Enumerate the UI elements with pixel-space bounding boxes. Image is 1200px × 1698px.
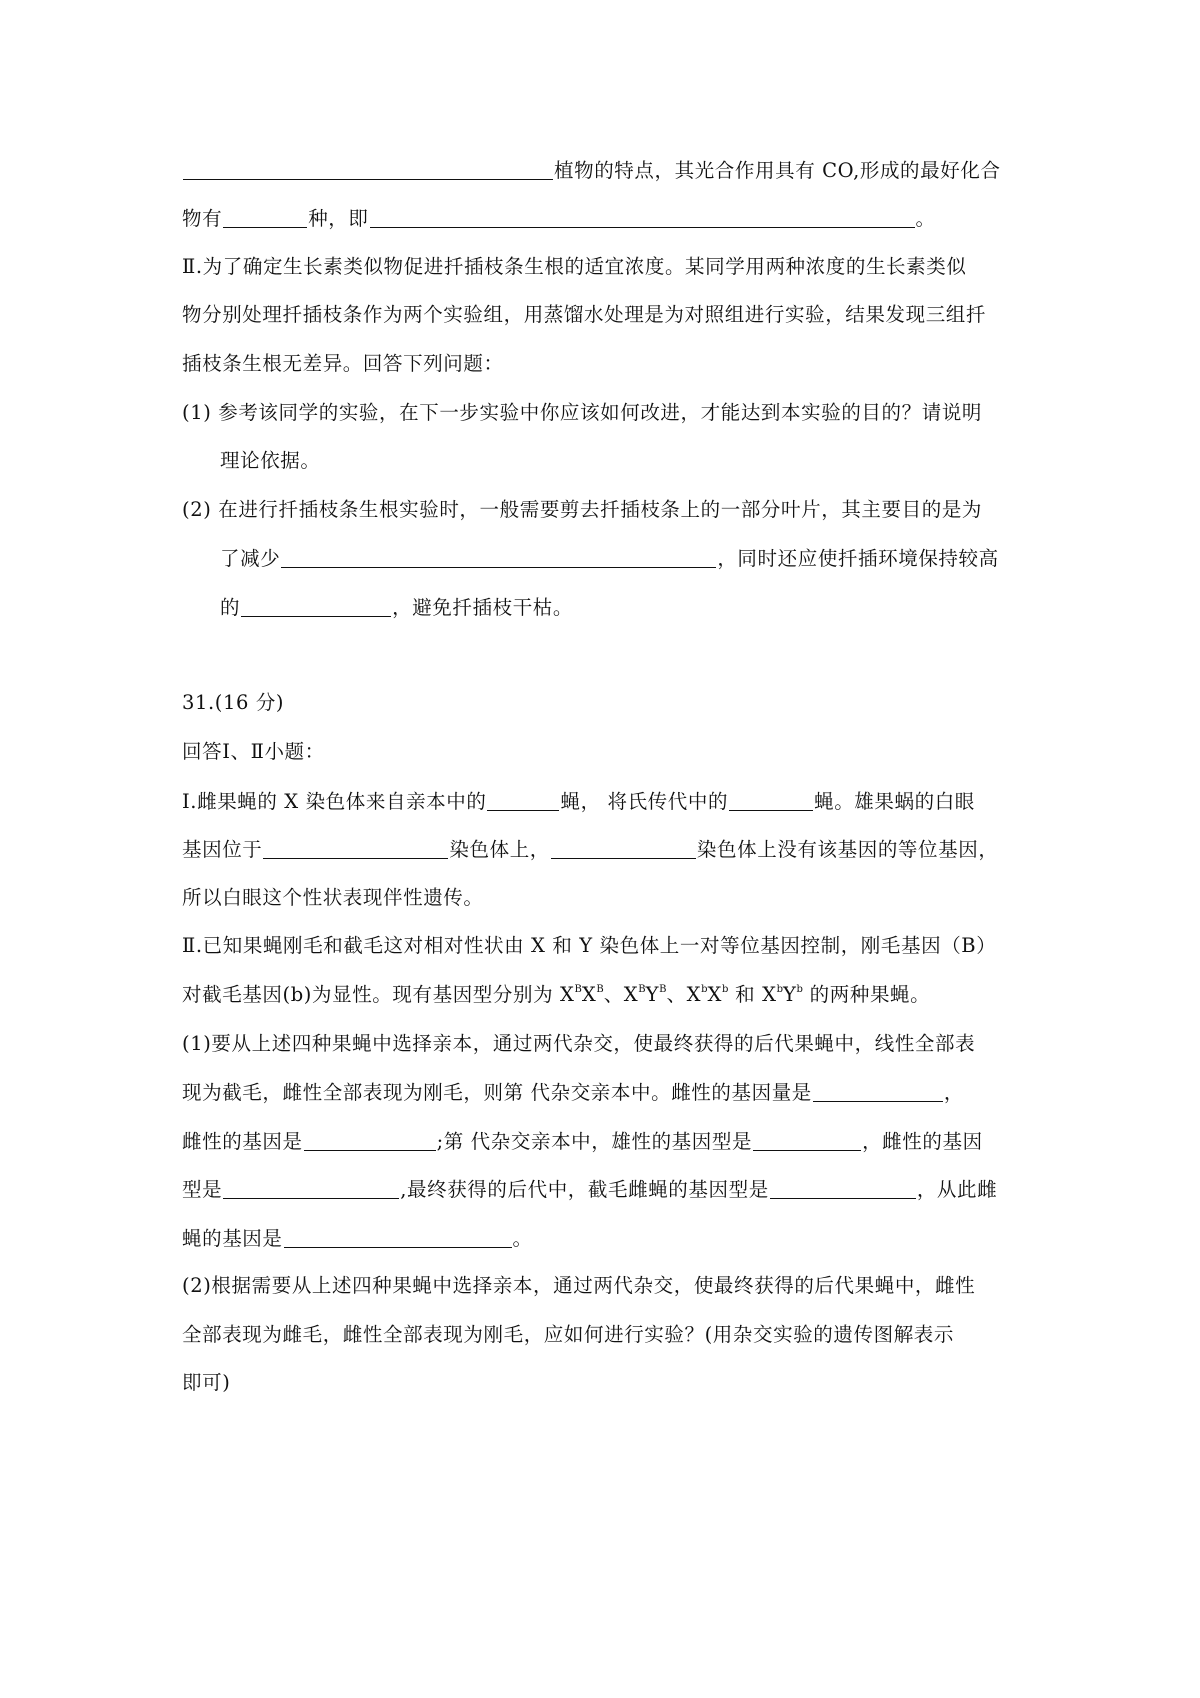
q31-sub2-line-3: 即可) (182, 1371, 231, 1394)
genotype-letter: X (581, 983, 597, 1006)
q31-text: 染色体上， (449, 838, 550, 861)
q30-part2-line-2: 物分别处理扦插枝条作为两个实验组，用蒸馏水处理是为对照组进行实验，结果发现三组扦 (182, 303, 987, 326)
q31-sub1-line-2 (182, 1079, 964, 1106)
answer-blank[interactable] (183, 157, 553, 180)
answer-blank[interactable] (551, 836, 696, 859)
q31-sub1-line-3 (182, 1128, 983, 1155)
answer-blank[interactable] (223, 1176, 399, 1199)
q30-sub2-line-1: (2) 在进行扦插枝条生根实验时，一般需要剪去扦插枝条上的一部分叶片，其主要目的是为 (182, 498, 983, 521)
q30-text: 物有 (182, 207, 223, 230)
q31-text: 型是 (182, 1178, 223, 1201)
q30-text: 了减少 (220, 547, 281, 570)
genotype-xbyb (624, 983, 667, 1006)
answer-blank[interactable] (304, 1128, 436, 1151)
allele-superscript: B (596, 984, 604, 995)
q31-sub2-line-1: (2)根据需要从上述四种果蝇中选择亲本，通过两代杂交，使最终获得的后代果蝇中，雌性 (182, 1274, 976, 1297)
q31-text: ，雌性的基因 (862, 1130, 983, 1153)
answer-blank[interactable] (370, 205, 915, 228)
genotype-letter: Y (782, 983, 797, 1006)
genotype-xbxb (560, 983, 604, 1006)
genotype-letter: X (560, 983, 575, 1006)
allele-superscript: b (796, 984, 803, 995)
genotype-xbxb-recessive (687, 983, 729, 1006)
q31-genotype-line (182, 982, 930, 1008)
genotype-letter: X (623, 983, 639, 1006)
genotype-letter: X (707, 983, 722, 1006)
q31-text: ,最终获得的后代中，截毛雌蝇的基因型是 (400, 1178, 769, 1201)
q31-text: 对截毛基因(b)为显性。现有基因型分别为 (182, 983, 560, 1006)
q31-part1-line-1 (182, 788, 975, 815)
q30-sub1-line-2: 理论依据。 (220, 449, 321, 472)
answer-blank[interactable] (813, 1079, 943, 1102)
answer-blank[interactable] (487, 788, 559, 811)
separator: 、 (666, 983, 687, 1006)
separator: 和 (728, 983, 763, 1006)
genotype-letter: Y (645, 983, 660, 1006)
q30-part2-line-3: 插枝条生根无差异。回答下列问题： (182, 352, 504, 375)
answer-blank[interactable] (770, 1176, 916, 1199)
answer-blank[interactable] (284, 1225, 512, 1248)
q31-text: 基因位于 (182, 838, 263, 861)
q31-text: 蝇的基因是 (182, 1227, 283, 1250)
q31-text: ，从此雌 (916, 1178, 998, 1201)
allele-superscript: b (721, 984, 729, 995)
q31-text: 现为截毛，雌性全部表现为刚毛，则第 代杂交亲本中。雌性的基因量是 (182, 1081, 812, 1104)
q31-part2-line-1: Ⅱ.已知果蝇刚毛和截毛这对相对性状由 X 和 Y 染色体上一对等位基因控制，刚毛基因（B） (182, 934, 997, 957)
q30-text: ，避免扦插枝干枯。 (392, 596, 574, 619)
q31-sub2-line-2: 全部表现为雌毛，雌性全部表现为刚毛，应如何进行实验？(用杂交实验的遗传图解表示 (182, 1323, 955, 1346)
answer-blank[interactable] (223, 205, 307, 228)
q31-sub1-line-5 (182, 1225, 533, 1252)
answer-blank[interactable] (753, 1128, 861, 1151)
q31-text: ， (943, 1081, 965, 1104)
genotype-letter: X (686, 983, 702, 1006)
q31-part1-line-3: 所以白眼这个性状表现伴性遗传。 (182, 886, 484, 909)
allele-superscript: b (776, 984, 783, 995)
q30-part2-line-1: Ⅱ.为了确定生长素类似物促进扦插枝条生根的适宜浓度。某同学用两种浓度的生长素类似 (182, 255, 967, 278)
q31-text: 蝇， 将氏传代中的 (560, 790, 729, 813)
q31-part1-line-2 (182, 836, 998, 863)
answer-blank[interactable] (281, 545, 716, 568)
answer-blank[interactable] (729, 788, 813, 811)
q30-text: 。 (915, 207, 936, 230)
q31-text: 染色体上没有该基因的等位基因， (696, 838, 999, 861)
q30-text: ，同时还应使扦插环境保持较高 (717, 547, 999, 570)
q30-sub2-line-3 (220, 594, 573, 621)
q31-text: 雌性的基因是 (182, 1130, 303, 1153)
q31-intro: 回答Ⅰ、Ⅱ小题： (182, 740, 325, 763)
q30-sub1-line-1: (1) 参考该同学的实验，在下一步实验中你应该如何改进，才能达到本实验的目的？请说明 (182, 401, 983, 424)
allele-superscript: b (701, 984, 708, 995)
separator: 、 (603, 983, 624, 1006)
genotype-letter: X (762, 983, 777, 1006)
q30-text: 种，即 (308, 207, 369, 230)
q30-sub2-line-2 (220, 545, 999, 572)
q30-line-1 (182, 157, 1001, 184)
q30-text: 的 (220, 596, 241, 619)
allele-superscript: B (574, 984, 582, 995)
answer-blank[interactable] (263, 836, 448, 859)
q31-text: Ⅰ.雌果蝇的 X 染色体来自亲本中的 (182, 790, 487, 813)
q31-text: 蝇。雄果蜗的白眼 (814, 790, 975, 813)
q31-header: 31.(16 分) (182, 691, 285, 714)
allele-superscript: B (659, 984, 667, 995)
q30-line-2 (182, 205, 936, 232)
answer-blank[interactable] (241, 594, 391, 617)
q30-text: 植物的特点，其光合作用具有 CO,形成的最好化合 (554, 159, 1001, 182)
q31-text: 的两种果蝇。 (802, 983, 931, 1006)
q31-sub1-line-1: (1)要从上述四种果蝇中选择亲本，通过两代杂交，使最终获得的后代果蝇中，线性全部表 (182, 1032, 976, 1055)
q31-text: ;第 代杂交亲本中，雄性的基因型是 (436, 1130, 753, 1153)
q31-text: 。 (512, 1227, 533, 1250)
genotype-xbyb-recessive (762, 983, 803, 1006)
allele-superscript: B (638, 984, 646, 995)
q31-sub1-line-4 (182, 1176, 997, 1203)
